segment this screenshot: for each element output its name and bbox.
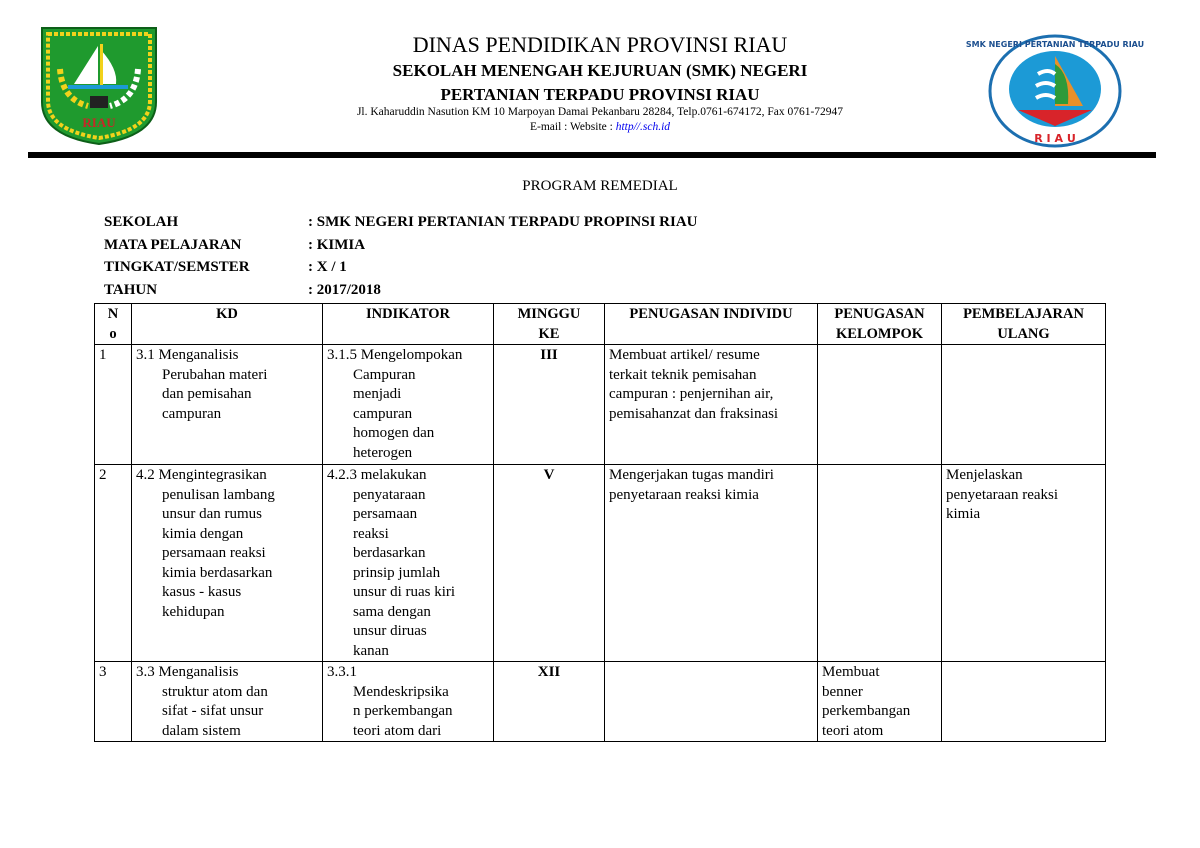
cell-line: Mengerjakan tugas mandiri: [609, 467, 774, 483]
table-row: [95, 345, 1106, 465]
cell-line: 3.3 Menganalisis: [136, 664, 239, 680]
cell-line: unsur di ruas kiri: [353, 584, 456, 600]
cell-line: kanan: [353, 642, 389, 659]
cell-no: 3: [95, 662, 132, 742]
cell-line: 4.2.3 melakukan: [327, 467, 427, 483]
cell-line: sifat - sifat unsur: [162, 703, 264, 719]
cell-kelompok: [818, 345, 942, 465]
cell-line: n perkembangan: [353, 703, 453, 719]
cell-line: unsur dan rumus: [162, 506, 262, 522]
cell-line: dalam sistem: [162, 722, 241, 739]
header-text: N: [107, 306, 119, 322]
header-text: PENUGASAN: [834, 306, 925, 322]
cell-line: kimia berdasarkan: [162, 564, 273, 581]
column-header-kd: [132, 304, 323, 345]
cell-line: homogen dan: [353, 425, 435, 441]
contact-line: [300, 121, 900, 133]
cell-line: penulisan lambang: [162, 486, 275, 503]
cell-line: unsur diruas: [353, 623, 427, 639]
remedial-table: [94, 303, 1106, 742]
cell-line: teori atom: [822, 722, 884, 739]
info-label: TAHUN: [104, 282, 158, 298]
cell-line: Mendeskripsika: [353, 683, 449, 700]
cell-line: penyetaraan reaksi kimia: [609, 486, 759, 503]
cell-ulang: [942, 465, 1106, 662]
cell-line: kehidupan: [162, 603, 225, 620]
cell-line: kimia: [946, 506, 981, 522]
header-text: PEMBELAJARAN: [963, 306, 1084, 322]
cell-kd: [132, 345, 323, 465]
info-year: [104, 282, 381, 299]
cell-indikator: [323, 662, 494, 742]
cell-line: 3.1.5 Mengelompokan: [327, 347, 463, 363]
header-text: INDIKATOR: [365, 306, 451, 322]
cell-line: heterogen: [353, 444, 413, 461]
info-label: SEKOLAH: [104, 214, 179, 230]
column-header-minggu-ke: [494, 304, 605, 345]
table-row: [95, 662, 1106, 742]
cell-line: campuran: [162, 405, 222, 422]
cell-line: Campuran: [353, 366, 416, 383]
info-grade-semester: [104, 259, 347, 276]
header-text: PENUGASAN INDIVIDU: [629, 306, 793, 322]
info-value: : SMK NEGERI PERTANIAN TERPADU PROPINSI RIAU: [308, 214, 698, 230]
info-school: [104, 214, 698, 231]
table-header-row: [95, 304, 1106, 345]
info-value: : X / 1: [308, 259, 347, 275]
riau-province-emblem: [38, 24, 160, 146]
cell-indikator: [323, 465, 494, 662]
website-link[interactable]: http//.sch.id: [615, 121, 671, 133]
header-text: KD: [216, 306, 238, 322]
cell-line: kimia dengan: [162, 525, 244, 542]
column-header-no: [95, 304, 132, 345]
cell-line: prinsip jumlah: [353, 564, 441, 581]
cell-individu: [605, 465, 818, 662]
cell-line: perkembangan: [822, 703, 911, 719]
column-header-penugasan-individu: [605, 304, 818, 345]
info-label: TINGKAT/SEMSTER: [104, 259, 250, 275]
cell-kelompok: [818, 662, 942, 742]
cell-line: campuran: [353, 405, 413, 422]
cell-minggu: XII: [494, 662, 605, 742]
info-value: : KIMIA: [308, 237, 366, 253]
cell-line: dan pemisahan: [162, 386, 252, 402]
header-text: MINGGU: [517, 306, 581, 322]
table-row: [95, 465, 1106, 662]
cell-line: Menjelaskan: [946, 467, 1023, 483]
cell-line: sama dengan: [353, 603, 431, 620]
cell-line: reaksi: [353, 525, 389, 542]
cell-no: 1: [95, 345, 132, 465]
cell-line: menjadi: [353, 386, 402, 402]
header-text: ULANG: [997, 325, 1050, 342]
column-header-pembelajaran-ulang: [942, 304, 1106, 345]
cell-line: Membuat artikel/ resume: [609, 347, 760, 363]
cell-line: 3.3.1: [327, 664, 357, 680]
cell-line: persamaan reaksi: [162, 545, 266, 561]
cell-line: campuran : penjernihan air,: [609, 386, 774, 402]
email-label: E-mail : Website :: [529, 121, 616, 133]
info-label: MATA PELAJARAN: [104, 237, 242, 253]
cell-line: pemisahanzat dan fraksinasi: [609, 405, 779, 422]
cell-individu: [605, 345, 818, 465]
smk-school-logo: [965, 34, 1145, 148]
header-text: KE: [538, 325, 560, 342]
school-name-line1: SEKOLAH MENENGAH KEJURUAN (SMK) NEGERI: [392, 61, 808, 80]
cell-indikator: [323, 345, 494, 465]
cell-line: penyataraan: [353, 486, 426, 503]
school-name-line2: PERTANIAN TERPADU PROVINSI RIAU: [440, 85, 760, 104]
agency-name: DINAS PENDIDIKAN PROVINSI RIAU: [412, 32, 788, 57]
cell-line: 3.1 Menganalisis: [136, 347, 239, 363]
cell-ulang: [942, 345, 1106, 465]
cell-minggu: V: [494, 465, 605, 662]
cell-line: 4.2 Mengintegrasikan: [136, 467, 267, 483]
cell-line: teori atom dari: [353, 722, 442, 739]
cell-line: struktur atom dan: [162, 683, 268, 700]
cell-ulang: [942, 662, 1106, 742]
header-divider: [28, 152, 1156, 158]
cell-line: terkait teknik pemisahan: [609, 366, 757, 383]
cell-line: penyetaraan reaksi: [946, 486, 1059, 503]
cell-minggu: III: [494, 345, 605, 465]
cell-line: benner: [822, 683, 863, 700]
svg-text:R I A U: R I A U: [1034, 132, 1076, 145]
school-address: Jl. Kaharuddin Nasution KM 10 Marpoyan Damai Pekanbaru 28284, Telp.0761-674172, Fax 0761-72947: [356, 106, 844, 118]
cell-line: berdasarkan: [353, 545, 426, 561]
cell-line: Perubahan materi: [162, 366, 268, 383]
cell-kelompok: [818, 465, 942, 662]
cell-line: kasus - kasus: [162, 584, 242, 600]
cell-kd: [132, 662, 323, 742]
cell-kd: [132, 465, 323, 662]
header-text: KELOMPOK: [836, 325, 923, 342]
logo-text: SMK NEGERI PERTANIAN TERPADU RIAU: [965, 40, 1145, 49]
column-header-indikator: [323, 304, 494, 345]
document-title: PROGRAM REMEDIAL: [522, 178, 678, 194]
cell-line: persamaan: [353, 506, 418, 522]
cell-individu: [605, 662, 818, 742]
column-header-penugasan-kelompok: [818, 304, 942, 345]
header-text: o: [109, 325, 117, 342]
logo-text: RIAU: [82, 115, 116, 130]
info-value: : 2017/2018: [308, 282, 381, 298]
cell-line: Membuat: [822, 664, 880, 680]
info-subject: [104, 237, 366, 254]
cell-no: 2: [95, 465, 132, 662]
